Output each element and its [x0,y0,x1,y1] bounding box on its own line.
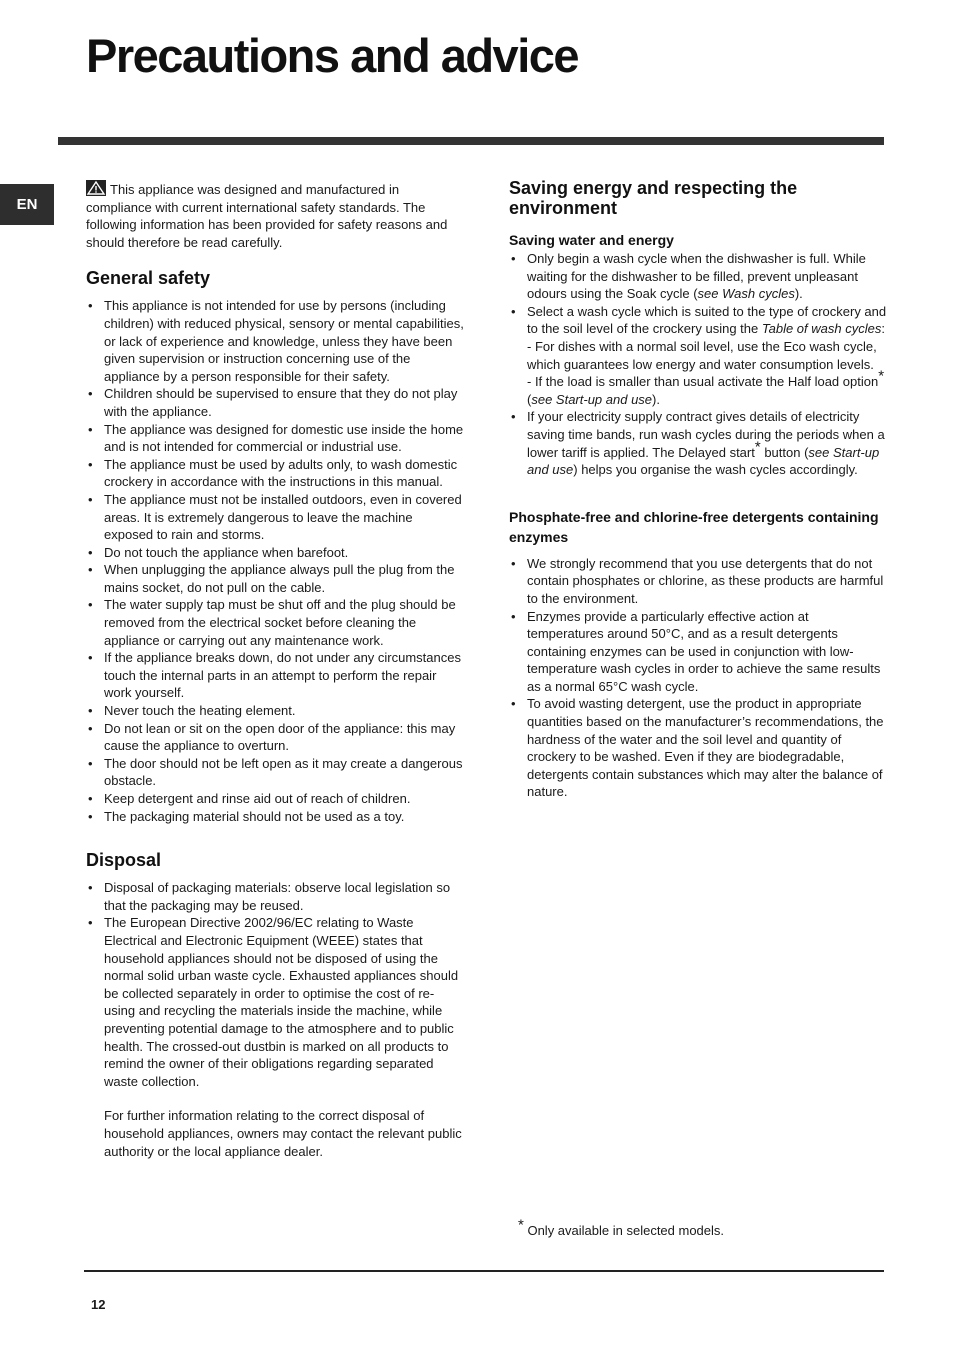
intro-paragraph [86,180,464,251]
list-item: • Enzymes provide a particularly effective action at temperatures around 50°C, and as a result detergents containing enzymes can be used in conjunction with low-temperature wash cycles in order to achieve the same results as a normal 65°C wash cycle. [509,608,887,696]
list-item: • The appliance must not be installed outdoors, even in covered areas. It is extremely dangerous to leave the machine exposed to rain and storms. [86,491,464,544]
header-divider [58,137,884,145]
saving-energy-heading: Saving energy and respecting the environment [509,178,798,218]
disposal-heading: Disposal [86,850,162,871]
list-item: • Do not touch the appliance when barefoot. [86,544,464,562]
language-tab: EN [0,184,54,225]
footnote: * Only available in selected models. [518,1216,725,1238]
warning-icon [86,180,106,196]
page-number: 12 [91,1297,106,1312]
list-item: • The packaging material should not be used as a toy. [86,808,464,826]
list-item: • Only begin a wash cycle when the dishwasher is full. While waiting for the dishwasher to be filled, prevent unpleasant odours using the Soak cycle (see Wash cycles). [509,250,887,303]
saving-list [509,250,887,479]
list-item: • If the appliance breaks down, do not under any circumstances touch the internal parts in an attempt to perform the repair work yourself. [86,649,464,702]
saving-water-subheading: Saving water and energy [509,232,674,248]
general-safety-list [86,297,464,825]
list-item: • The European Directive 2002/96/EC relating to Waste Electrical and Electronic Equipment (WEEE) states that household appliances should not be disposed of using the normal solid urban waste cycle. Exhausted appliances should be collected separately in order to optimise the cost of re-using and recycling the materials inside the machine, while preventing potential damage to the atmosphere and to public health. The crossed-out dustbin is marked on all products to remind the owner of their obligations regarding separated waste collection. [86,914,464,1090]
list-item: • We strongly recommend that you use detergents that do not contain phosphates or chlorine, as these products are harmful to the environment. [509,555,887,608]
list-item: • The appliance must be used by adults only, to wash domestic crockery in accordance with the instructions in this manual. [86,456,464,491]
list-item: • Disposal of packaging materials: observe local legislation so that the packaging may be reused. [86,879,464,914]
detergents-list [509,555,887,801]
list-item: • Children should be supervised to ensure that they do not play with the appliance. [86,385,464,420]
list-item: • Never touch the heating element. [86,702,464,720]
disposal-list [86,879,464,1090]
right-column [509,178,887,801]
list-item: • To avoid wasting detergent, use the product in appropriate quantities based on the manufacturer’s recommendations, the hardness of the water and the soil level and quantity of crockery to be washed. Even if they are biodegradable, detergents contain substances which may alter the balance of nature. [509,695,887,801]
footer-divider [84,1270,884,1272]
list-item: • The appliance was designed for domestic use inside the home and is not intended for commercial or industrial use. [86,421,464,456]
list-item: • If your electricity supply contract gives details of electricity saving time bands, run wash cycles during the periods when a lower tariff is applied. The Delayed start* button (see Start-up and use) helps you organise the wash cycles accordingly. [509,408,887,478]
left-column [86,180,464,1160]
list-item: • Do not lean or sit on the open door of the appliance: this may cause the appliance to overturn. [86,720,464,755]
list-item: • The door should not be left open as it may create a dangerous obstacle. [86,755,464,790]
detergents-subheading: Phosphate-free and chlorine-free detergents containing enzymes [509,508,879,545]
page-title: Precautions and advice [86,29,579,82]
general-safety-heading: General safety [86,268,211,289]
list-item: • The water supply tap must be shut off and the plug should be removed from the electrical socket before cleaning the appliance or carrying out any maintenance work. [86,596,464,649]
list-item: • When unplugging the appliance always pull the plug from the mains socket, do not pull on the cable. [86,561,464,596]
list-item: • Select a wash cycle which is suited to the type of crockery and to the soil level of the crockery using the Table of wash cycles: - For dishes with a normal soil level, use the Eco wash cycle, which guarantees low energy and water consumption levels. - If the load is smaller than usual activate the Half load option* (see Start-up and use). [509,303,887,409]
list-item: • Keep detergent and rinse aid out of reach of children. [86,790,464,808]
disposal-further-info: For further information relating to the correct disposal of household appliances, owners may contact the relevant public authority or the local appliance dealer. [104,1108,462,1159]
intro-text: This appliance was designed and manufactured in compliance with current international safety standards. The following information has been provided for safety reasons and should therefore be read carefully. [86,182,448,250]
list-item: • This appliance is not intended for use by persons (including children) with reduced physical, sensory or mental capabilities, or lack of experience and knowledge, unless they have been given supervision or instruction concerning use of the appliance by a person responsible for their safety. [86,297,464,385]
